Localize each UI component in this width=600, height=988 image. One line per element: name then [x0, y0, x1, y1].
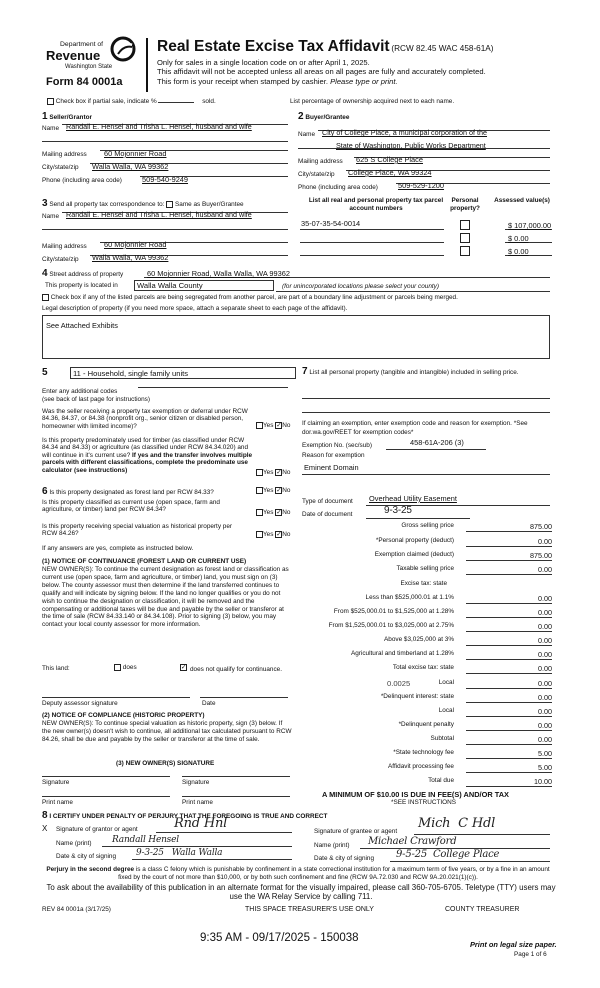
landuse-code-select[interactable]: 11 - Household, single family units	[70, 367, 296, 379]
title-rcw: (RCW 82.45 WAC 458-61A)	[391, 44, 494, 53]
s3-name-label: Name	[42, 213, 60, 220]
title-text: Real Estate Excise Tax Affidavit	[157, 38, 390, 55]
q63-answers: Yes ✓No	[256, 531, 290, 538]
tax-row-excise-heading: Excise tax: state	[400, 580, 447, 587]
tax-value[interactable]: 0.00	[466, 650, 552, 660]
note-1: Only for sales in a single location code on or after April 1, 2025.	[157, 58, 370, 67]
tax-row-bracket-1: Less than $525,000.01 at 1.1% 0.00	[365, 594, 552, 603]
assessed-value-1[interactable]: $ 107,000.00	[508, 221, 552, 230]
assessed-value-3[interactable]: $ 0.00	[508, 247, 529, 256]
dept-line2: Revenue	[46, 48, 101, 63]
segregated-checkbox[interactable]	[42, 294, 49, 301]
assessed-value-2[interactable]: $ 0.00	[508, 234, 529, 243]
buyer-name-2[interactable]: State of Washington, Public Works Department	[336, 141, 486, 150]
grantee-date-city[interactable]: 9-5-25 College Place	[396, 849, 500, 860]
historic-question: Is this property receiving special valuation as historical property per RCW 84.26?	[42, 523, 233, 538]
reason-label: Reason for exemption	[302, 452, 365, 459]
grantor-signature[interactable]: Rnd Hnl	[174, 816, 228, 831]
grantor-date-city[interactable]: 9-3-25 Walla Walla	[136, 848, 223, 858]
section3-heading: 3 Send all property tax correspondence to: Same as Buyer/Grantee	[42, 198, 244, 209]
parcel-col-header: List all real and personal property tax parcel account numbers	[308, 197, 444, 213]
does-option: does	[114, 664, 137, 671]
new-owner-sig-label-1: Signature	[42, 779, 70, 786]
does-not-option	[180, 664, 187, 671]
q2-yes-checkbox[interactable]	[256, 469, 263, 476]
additional-codes-label: Enter any additional codes	[42, 388, 118, 395]
segregated-row: Check box if any of the listed parcels are being segregated from another parcel, are part of a boundary line adjustment or parcels being merged.	[42, 294, 458, 301]
located-label: This property is located in	[45, 282, 118, 289]
tax-value[interactable]: 0.00	[466, 636, 552, 646]
grantee-sig-label: Signature of grantee or agent	[314, 828, 398, 835]
does-checkbox[interactable]	[114, 664, 121, 671]
tax-row-exemption: Exemption claimed (deduct) 875.00	[374, 551, 552, 560]
exemption-text: If claiming an exemption, enter exemption code and reason for exemption. *See dor.wa.gov/REET for exemption codes*	[302, 420, 528, 436]
note-3: This form is your receipt when stamped by cashier. Please type or print.	[157, 76, 398, 86]
minimum-note: A MINIMUM OF $10.00 IS DUE IN FEE(S) AND/OR TAX	[322, 790, 509, 799]
exemption-no[interactable]: 458-61A-206 (3)	[410, 438, 464, 447]
deputy-sig-label: Deputy assessor signature	[42, 700, 118, 707]
print-legal-note: Print on legal size paper.	[470, 940, 557, 949]
tax-value[interactable]: 5.00	[466, 749, 552, 759]
q61-answers: Yes ✓No	[256, 487, 290, 494]
x-mark: X	[42, 824, 48, 833]
buyer-phone[interactable]: 509-529-1200	[398, 181, 445, 190]
rev-number: REV 84 0001a (3/17/25)	[42, 906, 111, 913]
tax-value[interactable]: 0.00	[466, 721, 552, 731]
see-instructions: *SEE INSTRUCTIONS	[391, 799, 456, 806]
tax-row-agricultural: Agricultural and timberland at 1.28% 0.00	[350, 650, 552, 659]
seller-heading: 1 Seller/Grantor	[42, 111, 92, 122]
tax-row-taxable: Taxable selling price 0.00	[396, 565, 552, 574]
tax-row-personal: *Personal property (deduct) 0.00	[375, 537, 552, 546]
tax-value[interactable]: 5.00	[466, 763, 552, 773]
grantor-name-label: Name (print)	[56, 840, 92, 847]
q2-no-checkbox[interactable]: ✓	[276, 469, 282, 476]
section4-street: 4 Street address of property	[42, 268, 124, 279]
grantee-name-label: Name (print)	[314, 842, 350, 849]
parcel-row-2	[300, 232, 552, 244]
county-treasurer: COUNTY TREASURER	[445, 906, 520, 913]
tax-value[interactable]: 0.00	[466, 608, 552, 618]
grantee-date-label: Date & city of signing	[314, 855, 375, 862]
grantor-date-label: Date & city of signing	[56, 853, 117, 860]
header-notes	[157, 58, 486, 86]
parcel-row-3	[300, 245, 552, 257]
timber-question: Is this property predominately used for timber (as classified under RCW 84.34 and 84.33) or agriculture (as classified under RCW 84.34.020) and will continue in it's current use? If yes and the transfer involves multiple parcels with different classifications, complete the predominate use calculator (see instructions)	[42, 437, 253, 474]
tax-value[interactable]: 0.00	[466, 735, 552, 745]
county-select[interactable]: Walla Walla County	[134, 280, 274, 291]
local-rate: 0.0025	[387, 679, 411, 688]
availability-note: To ask about the availability of this publication in an alternate format for the visually impaired, please call 360-705-6705. Teletype (TTY) users may use the WA Relay Service by calling 711.	[46, 883, 556, 901]
new-owner-print-label-1: Print name	[42, 799, 73, 806]
header-divider	[146, 38, 148, 92]
personal-checkbox-3[interactable]	[460, 246, 470, 256]
personal-col-header: Personal property?	[450, 197, 480, 213]
q63-yes-checkbox[interactable]	[256, 531, 263, 538]
q62-no-checkbox[interactable]: ✓	[276, 509, 282, 516]
tax-row-interest-state: *Delinquent interest: state 0.00	[380, 693, 552, 702]
dept-line1: Department of	[60, 41, 104, 48]
perjury-note: Perjury in the second degree is a class C felony which is punishable by confinement in a state correctional institution for a maximum term of five years, or by a fine in an amount fixed by the court of not more than $10,000, or by both such confinement and fine (RCW 9A.72.030 and RCW 9A.20.021(1)(c)).	[46, 866, 550, 881]
exemption-question: Was the seller receiving a property tax exemption or deferral under RCW 84.36, 84.37, or 84.38 (nonprofit org., senior citizen or disabled person, homeowner with limited income)?	[42, 408, 248, 430]
tax-row-processing: Affidavit processing fee 5.00	[388, 763, 552, 772]
q1-no-checkbox[interactable]: ✓	[276, 422, 282, 429]
see-back-note: (see back of last page for instructions)	[42, 396, 150, 403]
if-any-note: If any answers are yes, complete as instructed below.	[42, 545, 194, 552]
tax-value[interactable]: 0.00	[466, 707, 552, 717]
note-2: This affidavit will not be accepted unless all areas on all pages are fully and accurately completed.	[157, 67, 486, 77]
tax-value[interactable]: 10.00	[466, 777, 552, 787]
revenue-swoosh-icon	[110, 36, 136, 62]
tax-row-local: Local 0.00	[438, 679, 552, 688]
this-land-label: This land:	[42, 665, 70, 672]
seller-name[interactable]: Randall E. Hensel and Trisha L. Hensel, husband and wife	[66, 122, 252, 131]
form-number: Form 84 0001a	[46, 76, 123, 88]
does-not-checkbox[interactable]: ✓	[181, 664, 187, 671]
tax-row-bracket-2: From $525,000.01 to $1,525,000 at 1.28% 0.00	[333, 608, 552, 617]
buyer-mailing-label: Mailing address	[298, 158, 343, 165]
treasurer-use: THIS SPACE TREASURER'S USE ONLY	[245, 906, 374, 913]
notice1-title: (1) NOTICE OF CONTINUANCE (FOREST LAND OR CURRENT USE)	[42, 558, 247, 565]
page-title	[157, 38, 493, 56]
q62-yes-checkbox[interactable]	[256, 509, 263, 516]
legal-description-box[interactable]: See Attached Exhibits	[42, 315, 550, 359]
grantee-name[interactable]: Michael Crawford	[368, 836, 457, 847]
notice2-body: NEW OWNER(S): To continue special valuation as historic property, sign (3) below. If the new owner(s) doesn't wish to continue, all additional tax calculated pursuant to RCW 84.26, shall be due and payable by the seller or transferor at the time of sale.	[42, 720, 292, 743]
buyer-heading: 2 Buyer/Grantee	[298, 111, 350, 122]
new-owner-sig-label-2: Signature	[182, 779, 210, 786]
doc-date-label: Date of document	[302, 511, 353, 518]
doc-type-label: Type of document	[302, 498, 353, 505]
seller-phone[interactable]: 509-540-9249	[142, 175, 189, 184]
personal-checkbox-1[interactable]	[460, 220, 470, 230]
section5-number: 5	[42, 367, 48, 378]
buyer-mailing[interactable]: 625 S College Place	[356, 155, 423, 164]
doc-type[interactable]: Overhead Utility Easement	[369, 494, 457, 503]
tax-value[interactable]: 0.00	[466, 594, 552, 604]
personal-checkbox-2[interactable]	[460, 233, 470, 243]
notice3-title: (3) NEW OWNER(S) SIGNATURE	[116, 760, 215, 767]
partial-sale-row: Check box if partial sale, indicate % sold.	[47, 98, 216, 105]
tax-value[interactable]: 0.00	[466, 664, 552, 674]
dor-logo	[38, 36, 138, 96]
exemption-no-label: Exemption No. (sec/sub)	[302, 442, 372, 449]
dept-line3: Washington State	[65, 64, 113, 70]
seller-name-label: Name	[42, 125, 60, 132]
parcel-row-1	[300, 219, 552, 231]
tax-value[interactable]: 0.00	[466, 537, 552, 547]
page-number: Page 1 of 6	[514, 951, 547, 958]
tax-row-total-state: Total excise tax: state 0.00	[392, 664, 552, 673]
notice1-body: NEW OWNER(S): To continue the current designation as forest land or classification as current use (open space, farm and agriculture, or timber) land, you must sign on (3) below. The county assessor must then determine if the land transferred continues to qualify and will indicate by signing below. If the land no longer qualifies or you do not wish to continue the designation or classification, it will be removed and the compensating or additional taxes will be due and payable by the seller or transferor at the time of sale (RCW 84.33.140 or 84.34.108). Prior to signing (3) below, you may contact your local county assessor for more information.	[42, 566, 289, 629]
parcel-number-1[interactable]: 35-07-35-54-0014	[301, 219, 361, 228]
s3-name[interactable]: Randall E. Hensel and Trisha L. Hensel, husband and wife	[66, 210, 252, 219]
buyer-name-label: Name	[298, 131, 316, 138]
seller-mailing-label: Mailing address	[42, 151, 87, 158]
q2-answers: Yes ✓No	[256, 469, 290, 476]
tax-row-bracket-3: From $1,525,000.01 to $3,025,000 at 2.75% 0.00	[328, 622, 552, 631]
tax-value[interactable]: 0.00	[466, 622, 552, 632]
tax-row-total-due: Total due 10.00	[428, 777, 552, 786]
buyer-city-label: City/state/zip	[298, 171, 335, 178]
partial-sale-checkbox[interactable]	[47, 98, 54, 105]
same-as-buyer-checkbox[interactable]	[166, 201, 173, 208]
notice2-title: (2) NOTICE OF COMPLIANCE (HISTORIC PROPERTY)	[42, 712, 205, 719]
q1-answers: Yes ✓No	[256, 422, 290, 429]
q63-no-checkbox[interactable]: ✓	[276, 531, 282, 538]
current-use-question: Is this property classified as current use (open space, farm and agriculture, or timber) land per RCW 84.34?	[42, 499, 220, 514]
grantor-name[interactable]: Randall Hensel	[112, 835, 179, 845]
property-street[interactable]: 60 Mojonnier Road, Walla Walla, WA 99362	[147, 269, 290, 278]
legal-description-label: Legal description of property (if you need more space, attach a separate sheet to each page of the affidavit).	[42, 305, 348, 312]
seller-phone-label: Phone (including area code)	[42, 177, 122, 184]
grantor-sig-label: Signature of grantor or agent	[56, 826, 138, 833]
tax-value[interactable]: 875.00	[466, 522, 552, 532]
assessed-col-header: Assessed value(s)	[494, 197, 550, 204]
seller-city-label: City/state/zip	[42, 164, 79, 171]
tax-row-subtotal: Subtotal 0.00	[430, 735, 552, 744]
tax-value[interactable]: 0.00	[466, 679, 552, 689]
tax-row-interest-local: Local 0.00	[438, 707, 552, 716]
q1-yes-checkbox[interactable]	[256, 422, 263, 429]
q61-no-checkbox[interactable]: ✓	[276, 487, 282, 494]
section7-text: 7 List all personal property (tangible and intangible) included in selling price.	[302, 366, 519, 377]
reason-value[interactable]: Eminent Domain	[304, 463, 359, 472]
new-owner-print-label-2: Print name	[182, 799, 213, 806]
forest-question: 6 Is this property designated as forest land per RCW 84.33?	[42, 486, 214, 497]
cashier-stamp: 9:35 AM - 09/17/2025 - 150038	[200, 932, 359, 944]
tax-row-penalty: *Delinquent penalty 0.00	[398, 721, 552, 730]
tax-value[interactable]: 0.00	[466, 693, 552, 703]
unincorporated-note: (for unincorporated locations please select your county)	[282, 283, 440, 290]
tax-value[interactable]: 875.00	[466, 551, 552, 561]
q62-answers: Yes ✓No	[256, 509, 290, 516]
s3-mailing[interactable]: 60 Mojonnier Road	[104, 240, 167, 249]
tax-value[interactable]: 0.00	[466, 565, 552, 575]
q61-yes-checkbox[interactable]	[256, 487, 263, 494]
s3-city[interactable]: Walla Walla, WA 99362	[92, 253, 169, 262]
buyer-name-1[interactable]: City of College Place, a municipal corporation of the	[322, 128, 488, 137]
tax-row-bracket-4: Above $3,025,000 at 3% 0.00	[384, 636, 552, 645]
tax-row-technology: *State technology fee 5.00	[393, 749, 552, 758]
does-not-label: does not qualify for continuance.	[190, 666, 283, 673]
certify-heading: 8 I CERTIFY UNDER PENALTY OF PERJURY THAT THE FOREGOING IS TRUE AND CORRECT	[42, 810, 328, 821]
buyer-city[interactable]: College Place, WA 99324	[348, 168, 432, 177]
s3-city-label: City/state/zip	[42, 256, 79, 263]
buyer-phone-label: Phone (including area code)	[298, 184, 378, 191]
deputy-date-label: Date	[202, 700, 216, 707]
seller-city[interactable]: Walla Walla, WA 99362	[92, 162, 169, 171]
seller-mailing[interactable]: 60 Mojonnier Road	[104, 149, 167, 158]
s3-mailing-label: Mailing address	[42, 243, 87, 250]
ownership-note: List percentage of ownership acquired next to each name.	[290, 98, 455, 105]
grantee-signature[interactable]: Mich C Hdl	[418, 816, 496, 831]
doc-date[interactable]: 9-3-25	[384, 505, 412, 516]
tax-row-gross: Gross selling price 875.00	[401, 522, 552, 531]
